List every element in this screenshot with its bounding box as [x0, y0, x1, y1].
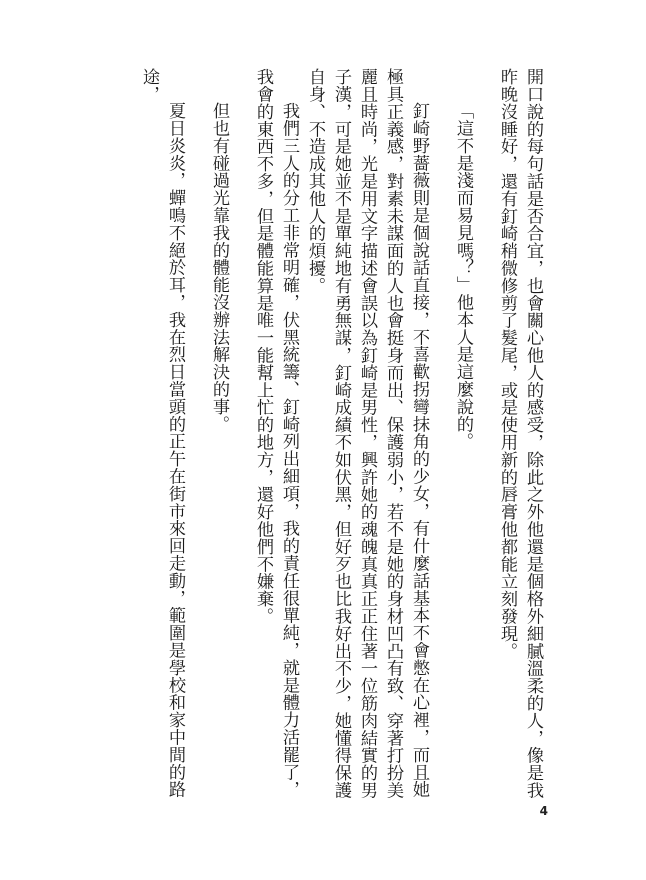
paragraph-1: 開口說的每句話是否合宜，也會關心他人的感受，除此之外他還是個格外細膩溫柔的人，像是我昨晚沒睡好，還有釘崎稍微修剪了髮尾，或是使用新的唇膏他都能立刻發現。 — [497, 68, 543, 799]
paragraph-5: 但也有碰過光靠我的體能沒辦法解決的事。 — [209, 102, 229, 433]
paragraph-gap — [232, 68, 250, 808]
paragraph-3: 釘崎野薔薇則是個說話直接，不喜歡拐彎抹角的少女，有什麼話基本不會憋在心裡，而且她極具正義感，對素未謀面的人也會挺身而出、保護弱小，若不是她的身材凹凸有致、穿著打扮美麗且時尚，光是用文字描述會誤以為釘崎是男性，興許她的魂魄真真正正住著一位筋肉結實的男子漢，可是她並不是單純地有勇無謀，釘崎成績不如伏黑，但好歹也比我好出不少，她懂得保護自身、不造成其他人的煩擾。 — [305, 68, 429, 799]
vertical-text-body — [86, 68, 546, 808]
paragraph-6: 夏日炎炎，蟬鳴不絕於耳，我在烈日當頭的正午在街市來回走動，範圍是學校和家中間的路途， — [139, 68, 185, 799]
paragraph-2: 「這不是淺而易見嗎？」他本人是這麼說的。 — [453, 102, 473, 451]
paragraph-4: 我們三人的分工非常明確，伏黑統籌、釘崎列出細項，我的責任很單純，就是體力活罷了，我會的東西不多，但是體能算是唯一能幫上忙的地方，還好他們不嫌棄。 — [253, 68, 299, 799]
page-number: 4 — [539, 804, 548, 818]
paragraph-gap — [476, 68, 494, 808]
paragraph-gap — [188, 68, 206, 808]
paragraph-gap — [432, 68, 450, 808]
